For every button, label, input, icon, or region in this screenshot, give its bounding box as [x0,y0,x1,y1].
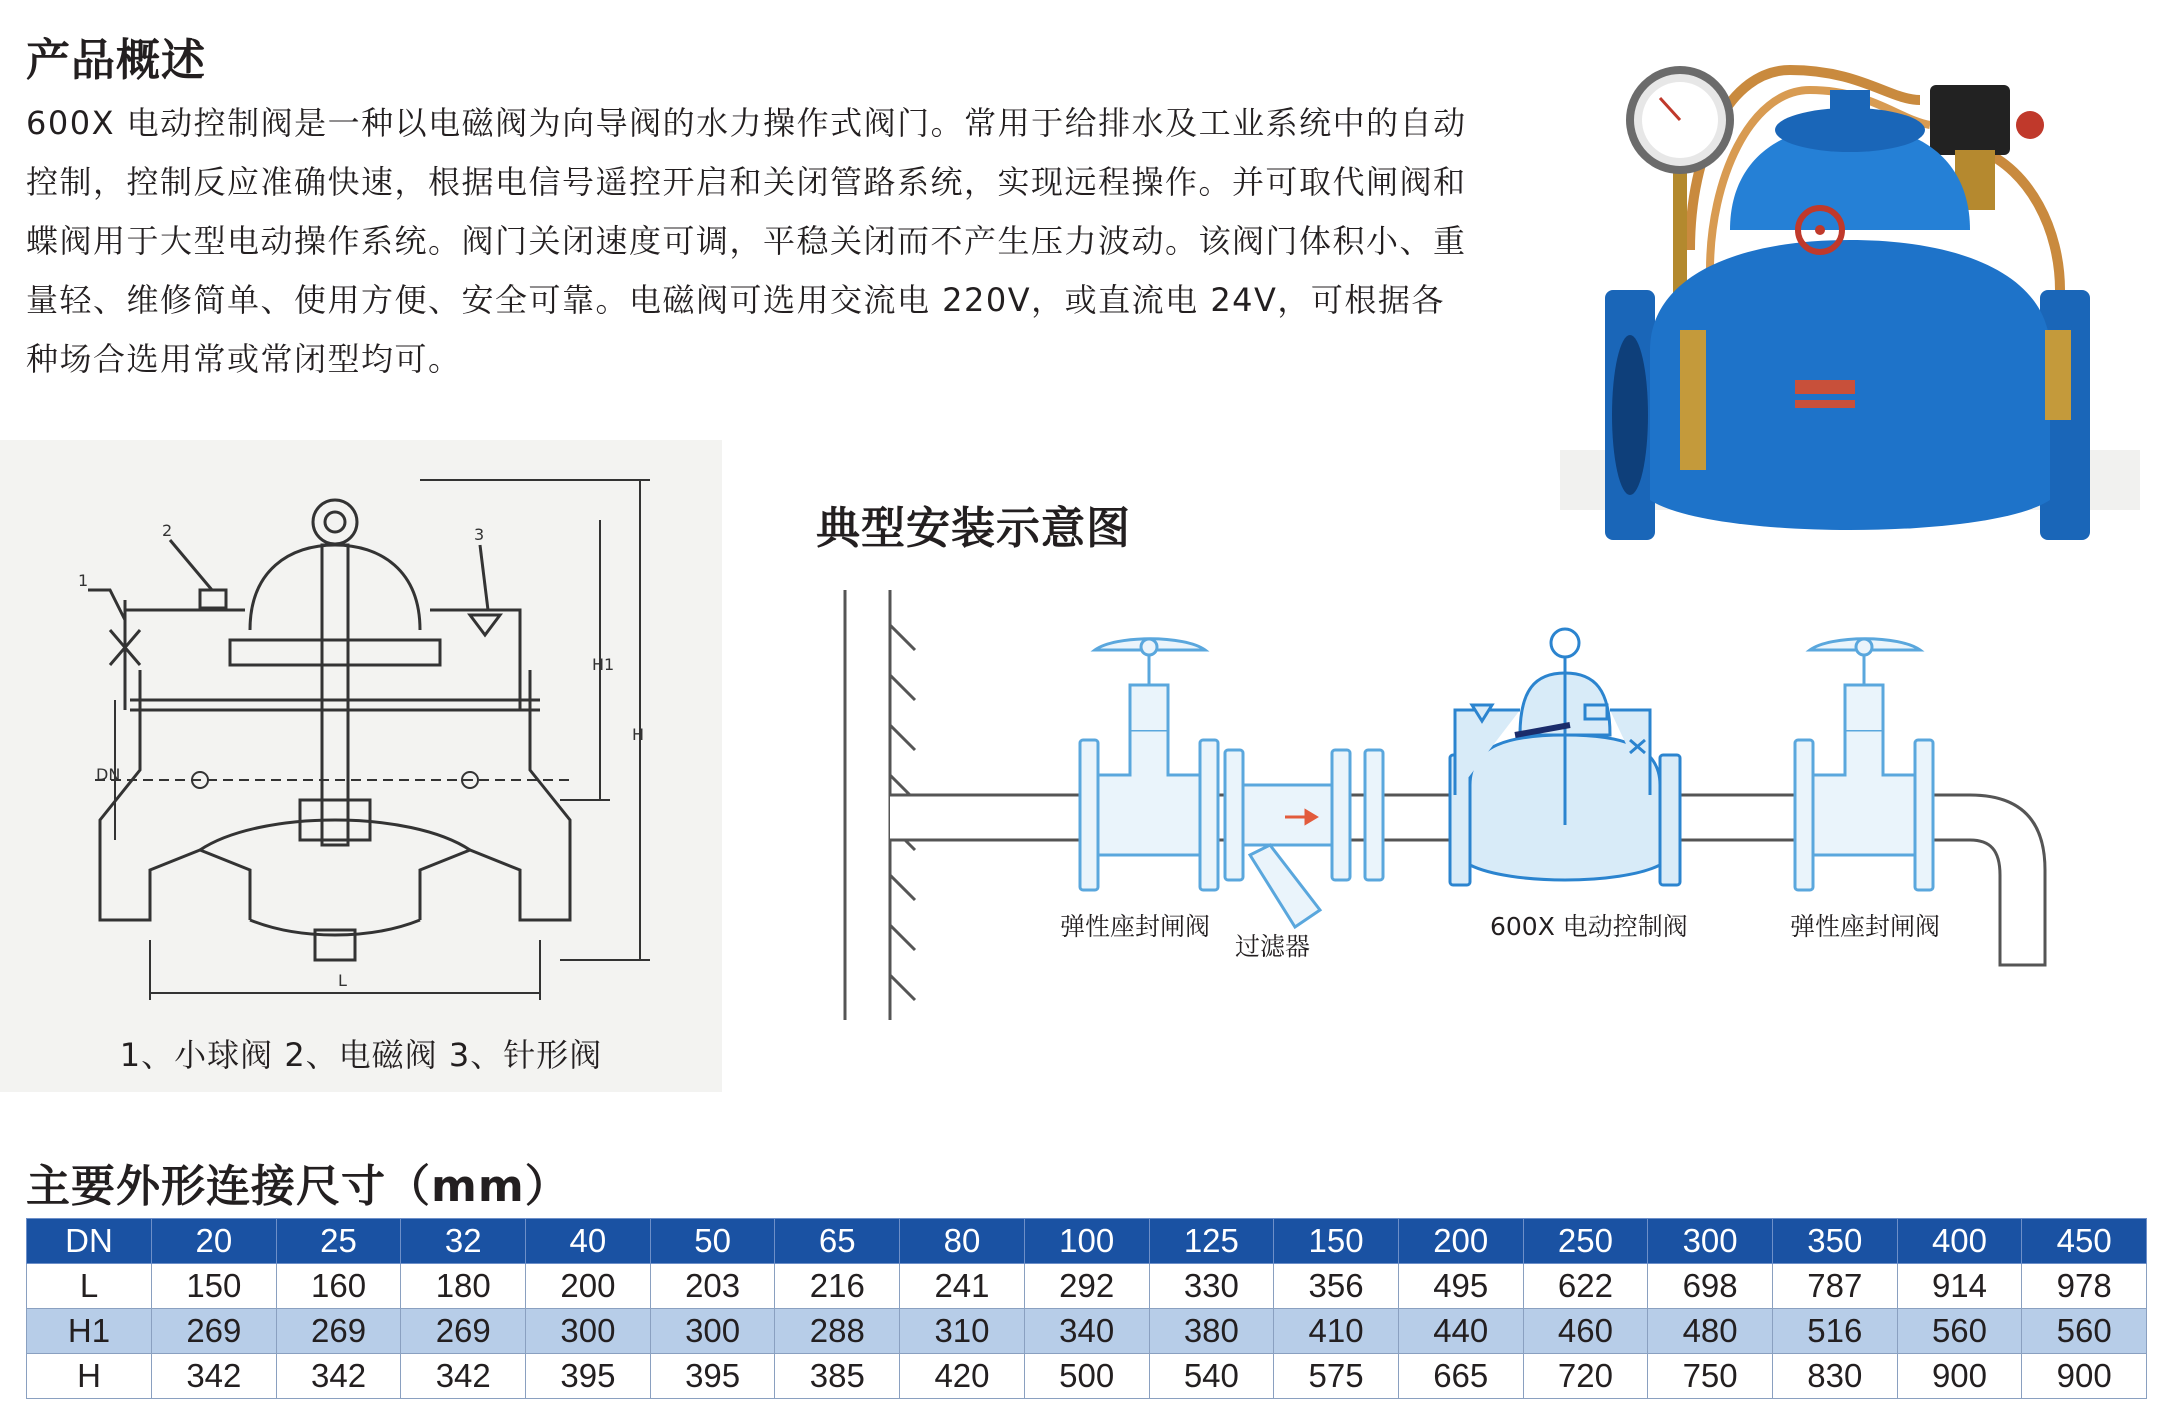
table-cell: 410 [1274,1309,1399,1354]
label-gate-valve-2: 弹性座封闸阀 [1790,912,1941,941]
table-cell: 269 [276,1309,401,1354]
table-cell: 200 [526,1264,651,1309]
table-cell: 200 [1398,1219,1523,1264]
table-cell: 292 [1024,1264,1149,1309]
table-row [27,1354,2147,1399]
table-cell: 914 [1897,1264,2022,1309]
table-cell: 80 [900,1219,1025,1264]
dimension-drawing [0,440,722,1092]
table-cell: 516 [1772,1309,1897,1354]
product-photo [1560,30,2140,570]
callout-3: 3 [474,525,485,544]
table-cell: 150 [1274,1219,1399,1264]
table-cell: 380 [1149,1309,1274,1354]
table-cell: 750 [1648,1354,1773,1399]
table-row [27,1264,2147,1309]
table-cell: 560 [2022,1309,2147,1354]
table-cell: 560 [1897,1309,2022,1354]
gate-valve-2 [1795,639,1933,890]
table-cell: 125 [1149,1219,1274,1264]
row-label: DN [27,1219,152,1264]
table-cell: 356 [1274,1264,1399,1309]
callout-1: 1 [78,571,89,590]
table-cell: 32 [401,1219,526,1264]
label-filter: 过滤器 [1235,932,1311,961]
dim-h-label: H [632,725,645,744]
table-cell: 665 [1398,1354,1523,1399]
table-cell: 50 [650,1219,775,1264]
table-cell: 340 [1024,1309,1149,1354]
label-gate-valve-1: 弹性座封闸阀 [1060,912,1211,941]
table-cell: 830 [1772,1354,1897,1399]
gate-valve-1 [1080,639,1218,890]
table-cell: 385 [775,1354,900,1399]
table-cell: 300 [1648,1219,1773,1264]
install-diagram [830,555,2130,1025]
row-label: L [27,1264,152,1309]
install-schematic [830,555,2130,1025]
table-cell: 900 [2022,1354,2147,1399]
table-cell: 440 [1398,1309,1523,1354]
overview-title: 产品概述 [26,35,206,86]
table-cell: 395 [526,1354,651,1399]
table-cell: 575 [1274,1354,1399,1399]
dimensions-table [26,1218,2147,1399]
table-cell: 20 [152,1219,277,1264]
table-cell: 480 [1648,1309,1773,1354]
table-cell: 269 [152,1309,277,1354]
table-cell: 787 [1772,1264,1897,1309]
table-cell: 203 [650,1264,775,1309]
table-cell: 500 [1024,1354,1149,1399]
table-cell: 250 [1523,1219,1648,1264]
table-cell: 460 [1523,1309,1648,1354]
table-cell: 160 [276,1264,401,1309]
row-label: H1 [27,1309,152,1354]
table-cell: 300 [650,1309,775,1354]
table-cell: 300 [526,1309,651,1354]
valve-section-drawing [0,440,722,1000]
row-label: H [27,1354,152,1399]
table-cell: 180 [401,1264,526,1309]
table-cell: 241 [900,1264,1025,1309]
callout-2: 2 [162,521,173,540]
table-cell: 978 [2022,1264,2147,1309]
table-cell: 40 [526,1219,651,1264]
table-cell: 450 [2022,1219,2147,1264]
dim-h1-label: H1 [592,655,615,674]
table-cell: 350 [1772,1219,1897,1264]
valve-photo-icon [1560,30,2140,570]
drawing-caption: 1、小球阀 2、电磁阀 3、针形阀 [119,1036,603,1074]
table-cell: 395 [650,1354,775,1399]
table-cell: 342 [152,1354,277,1399]
table-cell: 65 [775,1219,900,1264]
table-cell: 100 [1024,1219,1149,1264]
table-cell: 720 [1523,1354,1648,1399]
table-cell: 269 [401,1309,526,1354]
table-row [27,1309,2147,1354]
table-cell: 420 [900,1354,1025,1399]
control-valve-600x [1450,629,1680,885]
dim-l-label: L [338,971,347,990]
table-cell: 216 [775,1264,900,1309]
table-cell: 495 [1398,1264,1523,1309]
table-cell: 25 [276,1219,401,1264]
table-cell: 330 [1149,1264,1274,1309]
dimensions-title: 主要外形连接尺寸（mm） [26,1161,570,1212]
table-cell: 400 [1897,1219,2022,1264]
table-cell: 540 [1149,1354,1274,1399]
table-cell: 310 [900,1309,1025,1354]
table-cell: 150 [152,1264,277,1309]
table-cell: 622 [1523,1264,1648,1309]
table-cell: 288 [775,1309,900,1354]
table-row [27,1219,2147,1264]
install-title: 典型安装示意图 [816,503,1131,554]
table-cell: 342 [276,1354,401,1399]
label-control-valve: 600X 电动控制阀 [1490,912,1688,941]
table-cell: 900 [1897,1354,2022,1399]
overview-text: 600X 电动控制阀是一种以电磁阀为向导阀的水力操作式阀门。常用于给排水及工业系统中的自动控制，控制反应准确快速，根据电信号遥控开启和关闭管路系统，实现远程操作。并可取代闸阀和蝶阀用于大型电动操作系统。阀门关闭速度可调，平稳关闭而不产生压力波动。该阀门体积小、重量轻、维修简单、使用方便、安全可靠。电磁阀可选用交流电 220V，或直流电 24V，可根据各种场合选用常或常闭型均可。 [26,104,1467,378]
table-cell: 698 [1648,1264,1773,1309]
dim-dn-label: DN [96,765,121,784]
table-cell: 342 [401,1354,526,1399]
